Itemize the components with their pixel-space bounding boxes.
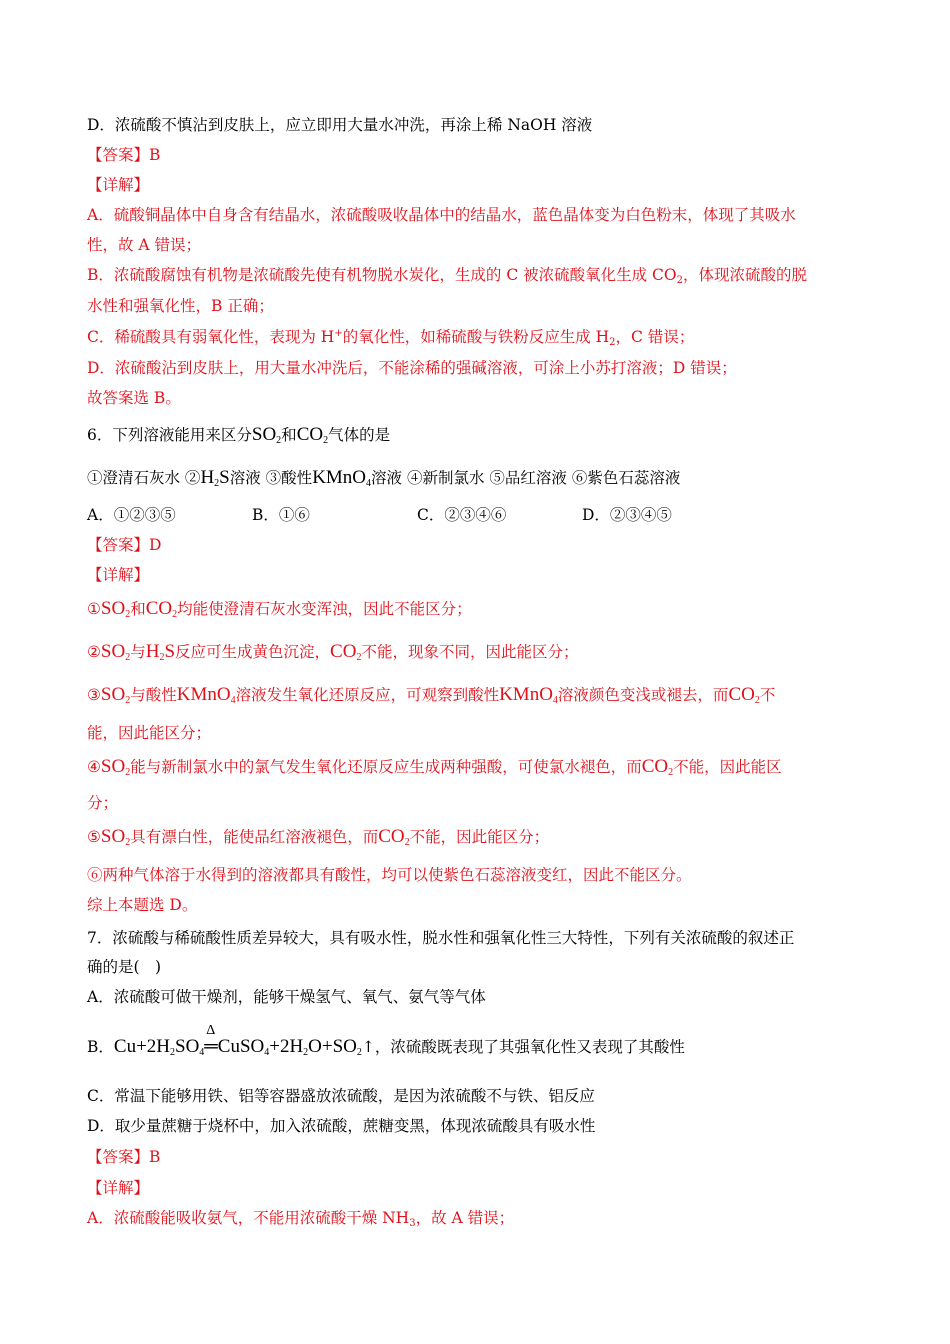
q6-option-c: C．②③④⑥ <box>417 506 507 524</box>
q5-option-d: D．浓硫酸不慎沾到皮肤上，应立即用大量水冲洗，再涂上稀 NaOH 溶液 <box>87 116 593 134</box>
q6-explain-1: $①SO_2$和$CO_2$均能使澄清石灰水变浑浊，因此不能区分； <box>87 598 472 620</box>
q6-explain-2: $②SO_2$与$H_2S$反应可生成黄色沉淀，$CO_2$不能，现象不同，因此能区分； <box>87 641 579 663</box>
q6-explain-6: ⑥两种气体溶于水得到的溶液都具有酸性，均可以使紫色石蕊溶液变红，因此不能区分。 <box>87 866 692 884</box>
q5-explain-c: C．稀硫酸具有弱氧化性，表现为 H+的氧化性，如稀硫酸与铁粉反应生成 $H_2$，C 错误； <box>87 327 695 348</box>
q7-reaction-equation: $Cu+2H_2SO_4$ Δ $═CuSO_4+2H_2O+SO_2$ <box>113 1023 362 1058</box>
q6-option-d: D．②③④⑤ <box>582 506 672 524</box>
q6-option-b: B．①⑥ <box>252 506 310 524</box>
q6-option-a: A．①②③⑤ <box>87 506 176 524</box>
q6-options <box>87 504 863 526</box>
q5-answer: 【答案】B <box>87 146 161 164</box>
q7-option-a: A．浓硫酸可做干燥剂，能够干燥氢气、氧气、氨气等气体 <box>87 988 486 1006</box>
q7-stem-line2: 确的是( ) <box>87 958 162 976</box>
q5-conclusion: 故答案选 B。 <box>87 389 181 407</box>
q5-explain-d: D．浓硫酸沾到皮肤上，用大量水冲洗后，不能涂稀的强碱溶液，可涂上小苏打溶液；D 错误； <box>87 359 737 377</box>
q6-explain-4-line2: 分； <box>87 794 119 812</box>
q7-detail-label: 【详解】 <box>87 1179 150 1197</box>
q6-explain-4-line1: $④SO_2$能与新制氯水中的氯气发生氧化还原反应生成两种强酸，可使氯水褪色，而$CO_2$不能，因此能区 <box>87 756 782 778</box>
q5-explain-a-line1: A．硫酸铜晶体中自身含有结晶水，浓硫酸吸收晶体中的结晶水，蓝色晶体变为白色粉末，体现了其吸水 <box>87 206 796 224</box>
q7-option-b: B．$Cu+2H_2SO_4$ Δ $═CuSO_4+2H_2O+SO_2↑$，浓硫酸既表现了其强氧化性又表现了其酸性 <box>87 1023 685 1058</box>
q6-answer: 【答案】D <box>87 536 162 554</box>
q5-detail-label: 【详解】 <box>87 176 150 194</box>
q6-explain-5: $⑤SO_2$具有漂白性，能使品红溶液褪色，而$CO_2$不能，因此能区分； <box>87 826 550 848</box>
q7-answer: 【答案】B <box>87 1148 161 1166</box>
q5-explain-a-line2: 性，故 A 错误； <box>87 236 202 254</box>
q7-stem-line1: 7．浓硫酸与稀硫酸性质差异较大，具有吸水性，脱水性和强氧化性三大特性，下列有关浓硫酸的叙述正 <box>87 929 795 947</box>
q6-explain-3-line2: 能，因此能区分； <box>87 724 212 742</box>
q7-explain-a: A．浓硫酸能吸收氨气，不能用浓硫酸干燥 $NH_3$，故 A 错误； <box>87 1209 515 1229</box>
q6-detail-label: 【详解】 <box>87 566 150 584</box>
q7-option-c: C．常温下能够用铁、铝等容器盛放浓硫酸，是因为浓硫酸不与铁、铝反应 <box>87 1087 595 1105</box>
q6-explain-3-line1: $③SO_2$与酸性KMnO$_4$溶液发生氧化还原反应，可观察到酸性KMnO$_4$溶液颜色变浅或褪去，而$CO_2$不 <box>87 684 776 706</box>
q5-explain-b-line1: B．浓硫酸腐蚀有机物是浓硫酸先使有机物脱水炭化，生成的 C 被浓硫酸氧化生成 $CO_2$，体现浓硫酸的脱 <box>87 266 807 286</box>
q6-conclusion: 综上本题选 D。 <box>87 896 198 914</box>
q7-option-d: D．取少量蔗糖于烧杯中，加入浓硫酸，蔗糖变黑，体现浓硫酸具有吸水性 <box>87 1117 596 1135</box>
q6-reagent-list: ①澄清石灰水 $②H_2S$溶液 ③酸性KMnO$_4$溶液 ④新制氯水 ⑤品红溶液 ⑥紫色石蕊溶液 <box>87 467 681 489</box>
q5-explain-b-line2: 水性和强氧化性，B 正确； <box>87 297 274 315</box>
q6-stem: 6．下列溶液能用来区分$SO_2$和$CO_2$气体的是 <box>87 424 391 446</box>
